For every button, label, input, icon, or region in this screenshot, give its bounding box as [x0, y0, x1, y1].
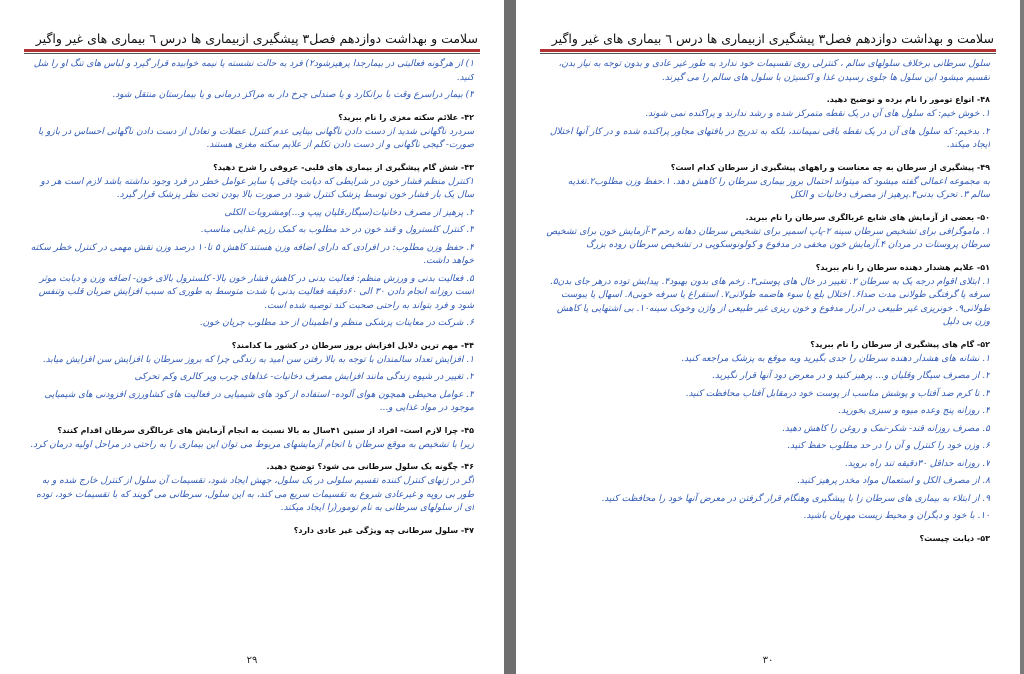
header-rule-dark — [24, 53, 480, 54]
question-text: ۵۰- بعضی از آزمایش های شایع غربالگری سرطان را نام ببرید. — [745, 212, 990, 222]
answer-text: ۲. تغییر در شیوه زندگی مانند افزایش مصرف دخانیات- غذاهای چرب وپر کالری وکم تحرکی — [134, 372, 474, 382]
page-gutter — [504, 0, 516, 674]
answer-text: ۹. از ابتلاء به بیماری های سرطان زا با پیشگیری وهنگام قرار گرفتن در معرض آنها خود را محافظت کنید. — [601, 493, 990, 504]
answer-text: ۴. روزانه پنج وعده میوه و سبزی بخورید. — [838, 406, 990, 416]
question-text: ۴۶- چگونه یک سلول سرطانی می شود؟ توضیح دهید. — [266, 462, 474, 471]
answer-text: ۶. وزن خود را کنترل و آن را در حد مطلوب حفظ کنید. — [787, 441, 990, 451]
answer-text: ۱. نشانه های هشدار دهنده سرطان را جدی بگیرید وبه موقع به پزشک مراجعه کنید. — [681, 353, 990, 364]
answer-text: ۱۰. با خود و دیگران و محیط زیست مهربان باشید. — [803, 511, 990, 521]
question-text: ۵۳- دیابت چیست؟ — [919, 533, 990, 543]
answer-text: سلول سرطانی برخلاف سلولهای سالم ، کنترلی روی تقسیمات خود ندارد به طور غیر عادی و بدون توجه به نیاز بدن، تقسیم میشود این سلول ها جلوی رسیدن غذا و اکسیژن با سلول های سالم را می گیرند. — [558, 59, 990, 83]
answer-text: ۱) از هرگونه فعالیتی در بیمارجدا پرهیزشود۲) فرد به حالت نشسته یا نیمه خوابیده قرار گیرد و لباس های تنگ او را شل کنید. — [33, 59, 474, 83]
answer-text: سردرد ناگهانی شدید از دست دادن ناگهانی بینایی عدم کنترل عضلات و تعادل از دست دادن ناگهانی احساس در بازو یا صورت- گیجی ناگهانی و از دست دادن تکلم از علایم سکته مغزی هستند. — [37, 126, 474, 150]
answer-text: ۳. تا کرم ضد آفتاب و پوشش مناسب از پوست خود درمقابل آفتاب محافظت کنید. — [685, 388, 990, 399]
answer-text: ۲. بدخیم: که سلول های آن در یک نقطه باقی نمیمانند، بلکه به تدریج در بافتهای مجاور پراکنده شده و در کار آنها اختلال ایجاد میکند. — [549, 126, 990, 150]
left-page — [0, 0, 504, 674]
page-number: ٣٠ — [762, 655, 774, 666]
question-text: ۴۲- علائم سکته مغزی را نام ببرید؟ — [338, 112, 474, 122]
question-text: ۴۳- شش گام پیشگیری از بیماری های قلبی- عروقی را شرح دهید؟ — [213, 162, 474, 172]
answer-text: ۵. فعالیت بدنی و ورزش منظم: فعالیت بدنی در کاهش فشار خون بالا- کلسترول بالای خون- اضافه وزن و دیابت موثر است روزانه انجام دادن ۳۰ الی ۶۰دقیقه فعالیت بدنی با شدت متوسط به طوری که سبب افزایش ضربان قلب وتنفس شود و فرد بتواند به راحتی صحبت کند توصیه شده است. — [38, 273, 474, 311]
question-text: ۴۵- چرا لازم است- افراد از سنین ۴۱سال به بالا نسبت به انجام آزمایش های غربالگری سرطان اقدام کنند؟ — [57, 425, 474, 435]
answer-text: ۵. مصرف روزانه قند- شکر-نمک و روغن را کاهش دهید. — [781, 423, 990, 434]
answer-text: ۱. خوش خیم: که سلول های آن در یک نقطه متمرکز شده و رشد ندارند و پراکنده نمی شوند. — [645, 109, 990, 119]
answer-text: ۱. ماموگرافی برای تشخیص سرطان سینه ۲-پاپ اسمیر برای تشخیص سرطان دهانه رحم ۳-آزمایش خون برای تشخیص سرطان پروستات در مردان ۴.آزمایش خون مخفی در مدفوع و کولونوسکوپی در تشخیص سرطان روده بزرگ — [546, 226, 990, 250]
right-page-content — [546, 58, 990, 644]
question-text: ۴۸- انواع تومور را نام برده و توضیح دهید. — [826, 95, 990, 104]
answer-text: ۲. از مصرف سیگار وقلیان و... پرهیز کنید و در معرض دود آنها قرار نگیرید. — [711, 371, 990, 381]
question-text: ۴۷- سلول سرطانی چه ویژگی غیر عادی دارد؟ — [293, 525, 474, 535]
answer-text: ۳) بیمار دراسرع وقت با برانکارد و یا صندلی چرخ دار به مراکز درمانی و یا بیمارستان منتقل شود. — [112, 90, 474, 100]
answer-text: ۷. روزانه حداقل ۳۰دقیقه تند راه بروید. — [844, 458, 990, 469]
answer-text: ۱. افزایش تعداد سالمندان با توجه به بالا رفتن سن امید به زندگی چرا که بروز سرطان با افزایش سن افزایش میابد. — [42, 354, 474, 365]
answer-text: اگر در ژنهای کنترل کننده تقسیم سلولی در یک سلول، جهش ایجاد شود، تقسیمات آن سلول از کنترل خارج شده و به طور بی رویه و غیرعادی شروع به تقسیمات سریع می کند، به این سلول، سرطانی می گویند که با تقسیمات خود، توده ای از سلولهای سرطانی به نام تومور(را ایجاد میکند. — [36, 476, 474, 513]
question-text: ۴۹- پیشگیری از سرطان به چه معناست و راههای پیشگیری از سرطان کدام است؟ — [670, 162, 990, 172]
header-rule-dark — [540, 53, 996, 54]
answer-text: ۶. شرکت در معاینات پزشکی منظم و اطمینان از حد مطلوب جریان خون. — [199, 318, 474, 328]
left-page-content — [30, 58, 474, 644]
answer-text: به مجموعه اعمالی گفته میشود که میتواند احتمال بروز بیماری سرطان را کاهش دهد. ۱.حفظ وزن مطلوب۲.تغذیه سالم ۳. تحرک بدنی۴.پرهیز از مصرف دخانیات و الکل — [567, 176, 990, 200]
answer-text: زیرا با تشخیص به موقع سرطان با انجام آزمایشهای مربوط می توان این بیماری را به راحتی در مراحل اولیه درمان کرد. — [30, 439, 474, 450]
page-header: سلامت و بهداشت دوازدهم فصل۳ پیشگیری ازبیماری ها درس ٦ بیماری های غیر واگیر — [35, 31, 478, 46]
question-text: ۵۲- گام های پیشگیری از سرطان را نام ببرید؟ — [810, 339, 990, 349]
answer-text: ۲. پرهیز از مصرف دخانیات(سیگار،قلیان پیپ و...)ومشروبات الکلی — [224, 207, 474, 218]
right-page — [516, 0, 1020, 674]
answer-text: ۸. از مصرف الکل و استعمال مواد مخدر پرهیز کنید. — [796, 476, 990, 486]
question-text: ۵۱- علایم هشدار دهنده سرطان را نام ببرید؟ — [815, 262, 990, 272]
page-number: ٢٩ — [246, 655, 258, 666]
answer-text: ۳. کنترل کلسترول و قند خون در حد مطلوب به کمک رژیم غذایی مناسب. — [200, 225, 474, 235]
answer-text: ۱کنترل منظم فشار خون در شرایطی که دیابت چاقی یا سایر عوامل خطر در فرد وجود نداشته باشد لازم است هر دو سال یک بار فشار خون توسط پزشک کنترل شود در صورت بالا بودن تحت نظر پزشک قرار گیرد. — [40, 176, 474, 200]
answer-text: ۱. ابتلای اقوام درجه یک به سرطان ۲. تغییر در خال های پوستی۳. زخم های بدون بهبود۴. پیدایش توده درهر جای بدن۵. سرفه یا گرفتگی طولانی مدت صدا۶. اختلال بلع یا سوء هاضمه طولانی۷. استفراغ یا سرفه خونی۸. اسهال یا یبوست طولانی۹. خونریزی غیر طبیعی در ادرار مدفوع و خون ریزی غیر طبیعی از واژن وخونک سینه۱۰. بی اشتهایی یا کاهش وزن بی دلیل — [549, 276, 990, 327]
header-rule-red — [540, 49, 996, 52]
answer-text: ۳. عوامل محیطی همچون هوای آلوده- استفاده از کود های شیمیایی در فعالیت های کشاورزی افزودنی های شیمیایی موجود در مواد غذایی و... — [44, 389, 474, 413]
page-header: سلامت و بهداشت دوازدهم فصل۳ پیشگیری ازبیماری ها درس ٦ بیماری های غیر واگیر — [551, 31, 994, 46]
header-rule-red — [24, 49, 480, 52]
answer-text: ۴. حفظ وزن مطلوب: در افرادی که دارای اضافه وزن هستند کاهش ۵ تا۱۰ درصد وزن نقش مهمی در کنترل خطر سکته خواهد داشت. — [30, 242, 474, 266]
question-text: ۴۴- مهم ترین دلایل افزایش بروز سرطان در کشور ما کدامند؟ — [231, 340, 474, 350]
